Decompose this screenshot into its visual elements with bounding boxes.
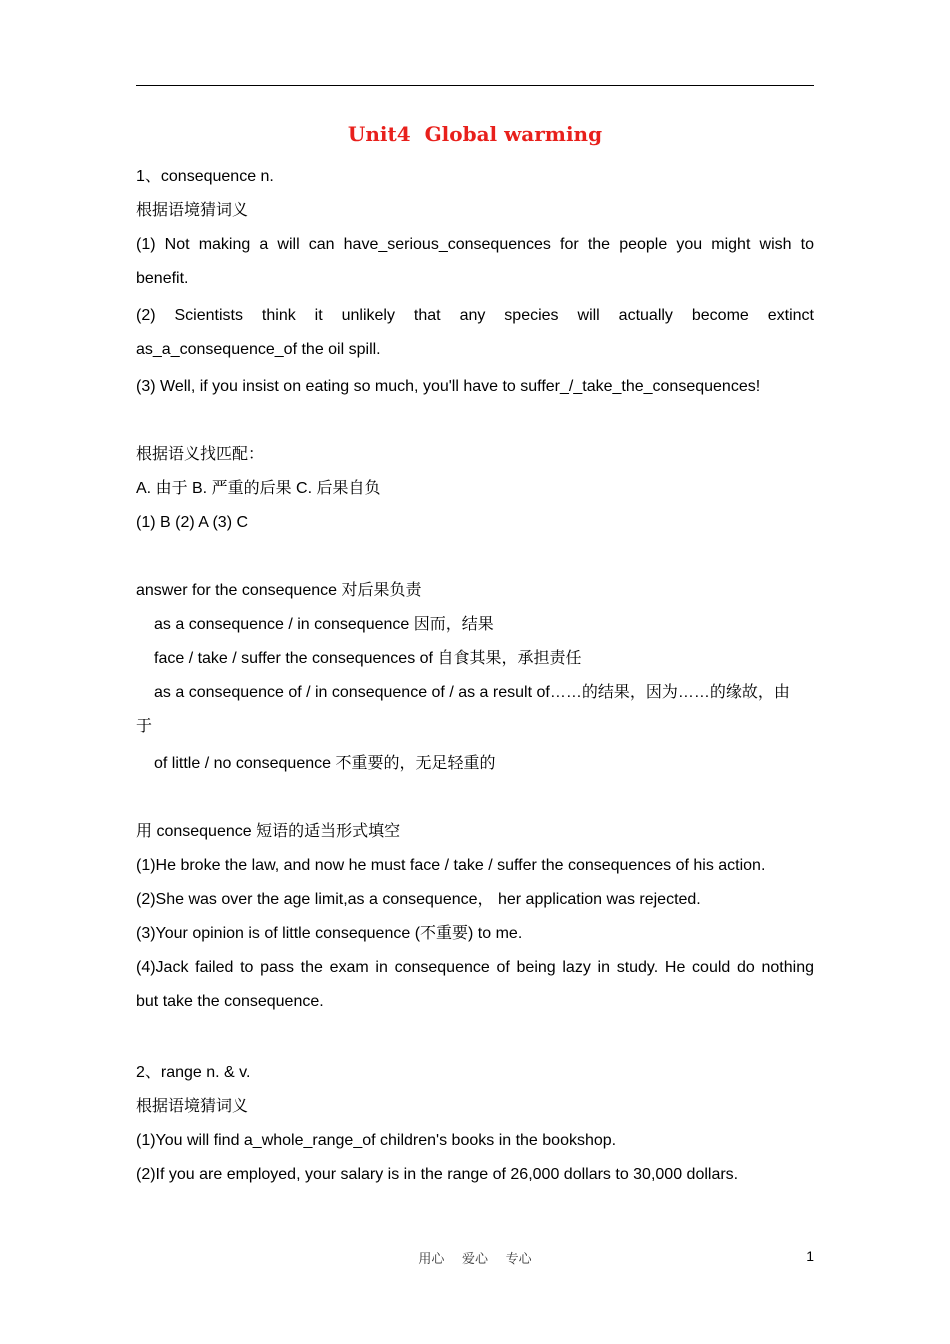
phrase-item: answer for the consequence 对后果负责 — [136, 582, 422, 599]
phrase-item: as a consequence of / in consequence of / as a result of……的结果，因为……的缘故，由 — [154, 684, 790, 701]
matching-options: A. 由于 B. 严重的后果 C. 后果自负 — [136, 480, 381, 497]
blank-line — [136, 1022, 814, 1056]
example-1-line-2: benefit. — [136, 270, 189, 287]
range-example-2: (2)If you are employed, your salary is in the range of 26,000 dollars to 30,000 dollars. — [136, 1166, 739, 1183]
page-number: 1 — [806, 1248, 814, 1264]
guess-meaning-label: 根据语境猜词义 — [136, 202, 249, 219]
example-2-line-2: as_a_consequence_of the oil spill. — [136, 341, 381, 358]
blank-line — [136, 404, 814, 438]
blank-line — [136, 540, 814, 574]
matching-label: 根据语义找匹配： — [136, 446, 265, 463]
section-2-heading: 2、range n. & v. — [136, 1064, 251, 1081]
phrase-item: as a consequence / in consequence 因而，结果 — [154, 616, 494, 633]
example-2-line-1: (2) Scientists think it unlikely that any species will actually become extinct — [136, 307, 814, 324]
range-example-1: (1)You will find a_whole_range_of children's books in the bookshop. — [136, 1132, 617, 1149]
fill-blank-label: 用 consequence 短语的适当形式填空 — [136, 823, 401, 840]
blank-line — [136, 781, 814, 815]
fill-item-1: (1)He broke the law, and now he must face / take / suffer the consequences of his action. — [136, 857, 766, 874]
matching-answers: (1) B (2) A (3) C — [136, 514, 249, 531]
fill-item-2: (2)She was over the age limit,as a consequence， her application was rejected. — [136, 891, 701, 908]
fill-item-4-line-1: (4)Jack failed to pass the exam in consequence of being lazy in study. He could do nothing — [136, 959, 814, 976]
section-1-heading: 1、consequence n. — [136, 168, 274, 185]
phrase-item: of little / no consequence 不重要的，无足轻重的 — [154, 755, 496, 772]
document-body — [136, 160, 814, 1192]
example-3: (3) Well, if you insist on eating so much, you'll have to suffer_/_take_the_consequences! — [136, 378, 761, 395]
header-rule — [136, 85, 814, 86]
phrase-item: face / take / suffer the consequences of 自食其果，承担责任 — [154, 650, 582, 667]
fill-item-3: (3)Your opinion is of little consequence (不重要) to me. — [136, 925, 523, 942]
example-1-line-1: (1) Not making a will can have_serious_consequences for the people you might wish to — [136, 236, 814, 253]
fill-item-4-line-2: but take the consequence. — [136, 993, 324, 1010]
guess-meaning-label: 根据语境猜词义 — [136, 1098, 249, 1115]
footer-motto: 用心 爱心 专心 — [418, 1251, 532, 1266]
phrase-item-continued: 于 — [136, 718, 153, 735]
page-title: Unit4 Global warming — [347, 122, 603, 146]
